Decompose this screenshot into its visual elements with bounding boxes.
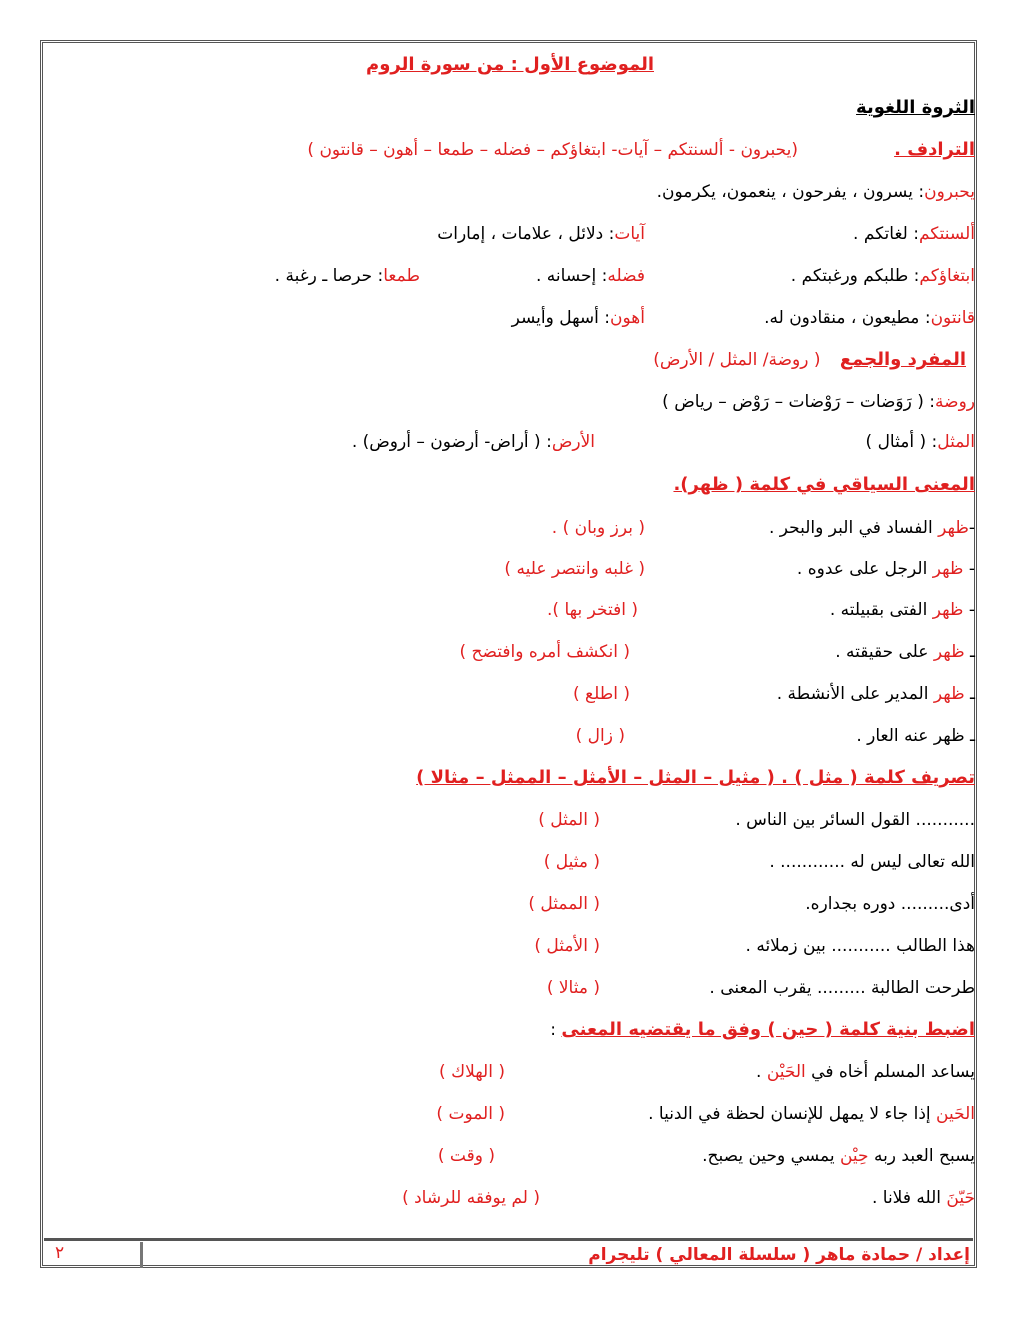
synonym-row	[764, 306, 975, 330]
vocalize-word: حِيْن	[839, 1146, 869, 1166]
synonym-row	[853, 222, 975, 246]
context-meaning: ( برز وبان ) .	[551, 518, 645, 538]
synonyms-heading: الترادف .	[894, 139, 975, 160]
conjugation-answer: ( الممثل )	[528, 894, 600, 914]
context-row	[835, 640, 975, 664]
page-title: الموضوع الأول : من سورة الروم	[366, 54, 654, 75]
vocalize-after: يمسي وحين يصبح.	[702, 1146, 840, 1166]
synonym-word: قانتون	[930, 308, 975, 328]
synonym-pair	[536, 264, 645, 288]
singular-plural-row	[653, 348, 966, 372]
synonym-word: فضله	[607, 266, 645, 286]
plural-row	[866, 430, 975, 454]
synonym-pair	[275, 264, 420, 288]
vocalize-before: يسبح العبد ربه	[868, 1146, 975, 1166]
vocalize-after: الله فلانا .	[871, 1188, 947, 1208]
conjugation-answer: ( الأمثل )	[534, 936, 600, 956]
plural-word: المثل	[937, 432, 975, 452]
conjugation-heading: تصريف كلمة ( مثل ) . ( مثيل – المثل – الأمثل – الممثل – مثالا )	[416, 767, 975, 788]
context-row	[769, 516, 975, 540]
context-sentence: الرجل على عدوه .	[796, 559, 933, 579]
conjugation-answer: ( المثل )	[538, 810, 600, 830]
context-word: ظهر	[933, 642, 965, 662]
vocalize-word: الحَيْن	[766, 1062, 806, 1082]
vocalize-answer: ( وقت )	[437, 1146, 495, 1166]
vocalize-word: حَيّنَ	[946, 1188, 975, 1208]
context-prefix: -	[963, 559, 975, 579]
context-meaning: ( افتخر بها ).	[547, 600, 638, 620]
plural-word: الأرض	[551, 432, 595, 452]
context-prefix: ـ	[964, 684, 975, 704]
plural-word: روضة	[935, 392, 975, 412]
context-prefix: ـ	[964, 642, 975, 662]
vocalize-word: الحَين	[936, 1104, 975, 1124]
footer-credit: إعداد / حمادة ماهر ( سلسلة المعالي ) تليجرام	[588, 1245, 970, 1265]
vocab-heading: الثروة اللغوية	[856, 97, 975, 118]
context-meaning: ( غلبه وانتصر عليه )	[504, 559, 645, 579]
vocalize-answer: ( لم يوفقه للرشاد )	[402, 1188, 540, 1208]
vocalize-row	[872, 1186, 975, 1210]
vocalize-answer: ( الموت )	[436, 1104, 505, 1124]
context-word: ظهر عنه العار .	[856, 726, 965, 746]
synonym-word: آيات	[614, 224, 645, 244]
synonym-meaning: : لغاتكم .	[853, 224, 919, 244]
context-meaning: ( اطلع )	[572, 684, 630, 704]
synonym-meaning: : يسرون ، يفرحون ، ينعمون، يكرمون.	[656, 182, 925, 202]
context-heading: المعنى السياقي في كلمة ( ظهر).	[673, 474, 975, 495]
context-prefix: -	[963, 600, 975, 620]
context-meaning: ( انكشف أمره وافتضح )	[459, 642, 630, 662]
vocalize-answer: ( الهلاك )	[439, 1062, 505, 1082]
context-sentence: على حقيقته .	[835, 642, 934, 662]
synonyms-list: (يحبرون - ألسنتكم – آيات- ابتغاؤكم – فضله – طمعا – أهون – قانتون )	[307, 140, 798, 160]
vocalize-heading: اضبط بنية كلمة ( حين ) وفق ما يقتضيه المعنى	[561, 1019, 975, 1040]
footer-separator	[140, 1242, 143, 1268]
vocalize-before: يساعد المسلم أخاه في	[805, 1062, 975, 1082]
conjugation-sentence: الله تعالى ليس له ............ .	[769, 852, 975, 872]
conjugation-sentence: أدى......... دوره بجداره.	[805, 894, 975, 914]
synonym-pair	[437, 222, 645, 246]
synonym-word: طمعا	[383, 266, 420, 286]
context-sentence: الفتى بقبيلته .	[829, 600, 933, 620]
plural-row	[662, 390, 975, 414]
context-word: ظهر	[932, 559, 964, 579]
context-word: ظهر	[938, 518, 969, 538]
plural-pair	[352, 430, 595, 454]
conjugation-sentence: هذا الطالب ........... بين زملائه .	[745, 936, 975, 956]
context-sentence: المدير على الأنشطة .	[776, 684, 934, 704]
conjugation-answer: ( مثيل )	[543, 852, 600, 872]
context-row	[856, 724, 975, 748]
synonym-meaning: : مطيعون ، منقادون له.	[764, 308, 931, 328]
context-meaning: ( زال )	[575, 726, 625, 746]
vocalize-row	[648, 1102, 975, 1126]
synonym-meaning: : إحسانه .	[536, 266, 608, 286]
page-number: ٢	[55, 1243, 65, 1263]
vocalize-after: إذا جاء لا يمهل للإنسان لحظة في الدنيا .	[648, 1104, 937, 1124]
synonym-word: ألسنتكم	[918, 224, 975, 244]
plural-forms: : ( أمثال )	[865, 432, 938, 452]
context-sentence: الفساد في البر والبحر .	[768, 518, 939, 538]
context-row	[777, 682, 975, 706]
synonym-pair	[512, 306, 645, 330]
context-prefix: -	[968, 518, 975, 538]
synonym-meaning: : أسهل وأيسر	[511, 308, 611, 328]
synonym-meaning: : طلبكم ورغبتكم .	[790, 266, 920, 286]
vocalize-row	[756, 1060, 975, 1084]
singular-plural-list: ( روضة/ المثل / الأرض)	[653, 350, 821, 370]
singular-plural-heading: المفرد والجمع	[839, 349, 966, 370]
synonym-row	[657, 180, 975, 204]
synonym-row	[791, 264, 975, 288]
plural-forms: : ( رَوَضات – رَوْضات – رَوْض – رياض )	[662, 392, 936, 412]
context-word: ظهر	[932, 600, 964, 620]
synonym-meaning: : حرصا ـ رغبة .	[274, 266, 384, 286]
conjugation-sentence: ........... القول السائر بين الناس .	[735, 810, 975, 830]
vocalize-row	[702, 1144, 975, 1168]
context-word: ظهر	[933, 684, 965, 704]
synonym-word: يحبرون	[924, 182, 975, 202]
context-row	[797, 557, 975, 581]
context-row	[830, 598, 975, 622]
conjugation-answer: ( مثالا )	[546, 978, 600, 998]
synonym-word: ابتغاؤكم	[919, 266, 975, 286]
context-prefix: ـ	[964, 726, 975, 746]
vocalize-heading-row	[550, 1018, 975, 1042]
vocalize-after: .	[756, 1062, 767, 1082]
conjugation-sentence: طرحت الطالبة ......... يقرب المعنى .	[709, 978, 975, 998]
synonym-word: أهون	[610, 308, 645, 328]
vocalize-colon: :	[550, 1020, 562, 1040]
plural-forms: : ( أراض- أرضون – أروض) .	[351, 432, 552, 452]
synonym-meaning: : دلائل ، علامات ، إمارات	[437, 224, 615, 244]
